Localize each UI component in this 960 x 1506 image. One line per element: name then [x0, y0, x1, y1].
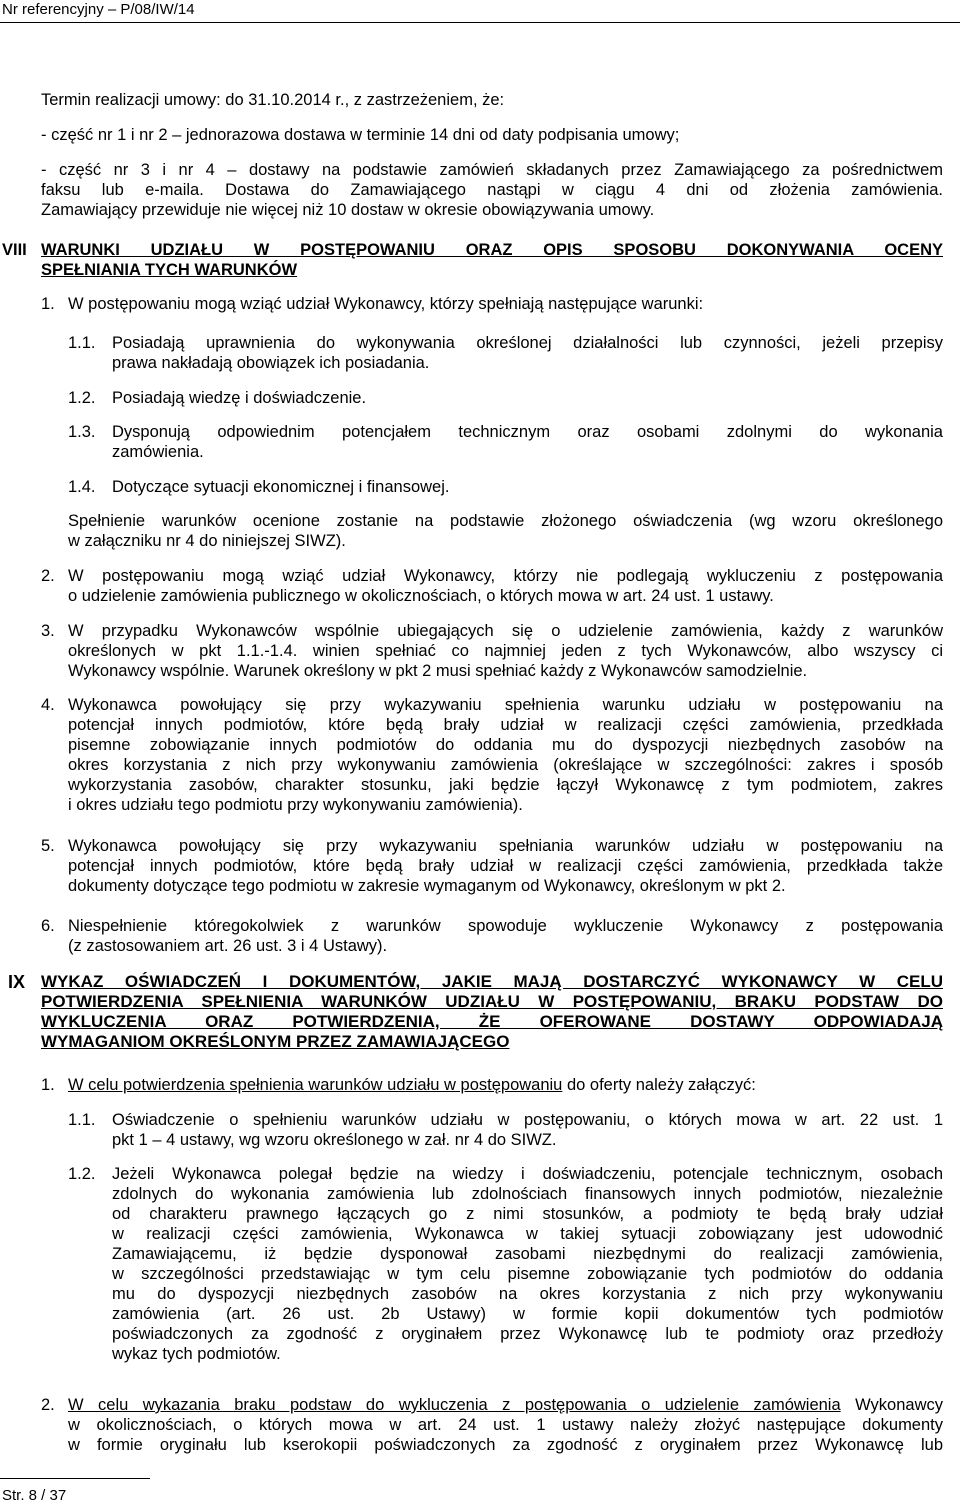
page-number: Str. 8 / 37 [2, 1487, 67, 1504]
text-line: Oświadczenie o spełnieniu warunków udziału w postępowaniu, o których mowa w art. 22 ust. 1 [112, 1111, 943, 1129]
text-line: faksu lub e-maila. Dostawa do Zamawiającego nastąpi w ciągu 4 dni od złożenia zamówienia. [41, 181, 943, 199]
text-line: W postępowaniu mogą wziąć udział Wykonawcy, którzy nie podlegają wykluczeniu z postępowania [68, 567, 943, 585]
note-paragraph [68, 511, 943, 551]
item-number: 5. [41, 837, 55, 855]
section-title [41, 972, 943, 1052]
list-subitem [112, 422, 943, 462]
text-line: zamówienia (art. 26 ust. 2b Ustawy) w formie kopii dokumentów tych podmiotów [112, 1305, 943, 1323]
list-subitem [112, 388, 943, 408]
text-line: w załączniku nr 4 do niniejszej SIWZ). [68, 532, 346, 550]
list-subitem [112, 333, 943, 373]
text-span: do oferty należy załączyć: [562, 1076, 756, 1094]
text-line [68, 1395, 943, 1415]
text-line: - część nr 3 i nr 4 – dostawy na podstawie zamówień składanych przez Zamawiającego za pośrednictwem [41, 161, 943, 179]
subitem-number: 1.3. [68, 423, 96, 441]
title-line: WYKAZ OŚWIADCZEŃ I DOKUMENTÓW, JAKIE MAJĄ DOSTARCZYĆ WYKONAWCY W CELU [41, 972, 943, 991]
list-subitem [112, 1110, 943, 1150]
subitem-number: 1.1. [68, 1111, 96, 1129]
text-span: Wykonawcy [840, 1396, 943, 1414]
header-rule [0, 22, 960, 23]
text-line: w okolicznościach, o których mowa w art. 24 ust. 1 ustawy należy złożyć następujące dokumenty [68, 1416, 943, 1434]
intro-block [41, 160, 943, 220]
item-number: 3. [41, 622, 55, 640]
text-line: dokumenty dotyczące tego podmiotu w zakresie wymaganym od Wykonawcy, określonym w pkt 2. [68, 877, 786, 895]
text-line: Posiadają wiedzę i doświadczenie. [112, 389, 367, 407]
text-line: wykaz tych podmiotów. [112, 1345, 281, 1363]
text-line: Zamawiający przewiduje nie więcej niż 10 dostaw w okresie obowiązywania umowy. [41, 201, 655, 219]
list-subitem [112, 1164, 943, 1364]
title-line: WYMAGANIOM OKREŚLONYM PRZEZ ZAMAWIAJĄCEGO [41, 1032, 510, 1051]
text-line: poświadczonych za zgodność z oryginałem przez Wykonawcę lub te podmioty oraz przedłoży [112, 1325, 943, 1343]
text-line: wykorzystania zasobów, charakter stosunku, jaki będzie łączył Wykonawcę z tym podmiotem, zakres [68, 776, 943, 794]
subitem-number: 1.2. [68, 1165, 96, 1183]
text-line: Niespełnienie któregokolwiek z warunków spowoduje wykluczenie Wykonawcy z postępowania [68, 917, 943, 935]
item-number: 4. [41, 696, 55, 714]
section-number: VIII [2, 241, 27, 259]
text-line: W przypadku Wykonawców wspólnie ubiegających się o udzielenie zamówienia, każdy z warunków [68, 622, 943, 640]
underlined-text: W celu potwierdzenia spełnienia warunków udziału w postępowaniu [68, 1076, 563, 1094]
subitem-number: 1.4. [68, 478, 96, 496]
item-number: 2. [41, 1396, 55, 1414]
item-number: 2. [41, 567, 55, 585]
text-line: - część nr 1 i nr 2 – jednorazowa dostawa w terminie 14 dni od daty podpisania umowy; [41, 126, 680, 144]
text-line: Wykonawca powołujący się przy wykazywaniu spełniania warunków udziału w postępowaniu na [68, 837, 943, 855]
section-number: IX [8, 972, 26, 992]
title-line: SPEŁNIANIA TYCH WARUNKÓW [41, 261, 298, 279]
item-number: 6. [41, 917, 55, 935]
item-number: 1. [41, 295, 55, 313]
list-item [68, 836, 943, 896]
text-line: w szczególności przedstawiając w tym celu pisemne zobowiązanie tych podmiotów do oddania [112, 1265, 943, 1283]
text-line: Posiadają uprawnienia do wykonywania określonej działalności lub czynności, jeżeli przepisy [112, 334, 943, 352]
list-subitem [112, 477, 943, 497]
text-line: Jeżeli Wykonawca polegał będzie na wiedzy i doświadczeniu, potencjale technicznym, osobach [112, 1165, 943, 1183]
text-line: prawa nakładają obowiązek ich posiadania. [112, 354, 430, 372]
text-line: pkt 1 – 4 ustawy, wg wzoru określonego w zał. nr 4 do SIWZ. [112, 1131, 557, 1149]
text-line: od charakteru prawnego łączących go z nimi stosunków, a podmioty te będą brały udział [112, 1205, 943, 1223]
text-line: Wykonawca powołujący się przy wykazywaniu spełnienia warunku udziału w postępowaniu na [68, 696, 943, 714]
text-line: mu do dyspozycji niezbędnych zasobów na okres korzystania z nich przy wykonywaniu [112, 1285, 943, 1303]
text-line: zamówienia. [112, 443, 204, 461]
section-title [41, 240, 943, 280]
item-number: 1. [41, 1076, 55, 1094]
footer-rule [0, 1478, 150, 1479]
text-line: w formie oryginału lub kserokopii poświadczonych za zgodność z oryginałem przez Wykonawcę lub [68, 1436, 943, 1454]
intro-line-2 [41, 125, 943, 145]
list-item [68, 916, 943, 956]
text-line: w realizacji części zamówienia, Wykonawca w takiej sytuacji zobowiązany jest udowodnić [112, 1225, 943, 1243]
text-line: o udzielenie zamówienia publicznego w okolicznościach, o których mowa w art. 24 ust. 1 ustawy. [68, 587, 774, 605]
list-item [68, 695, 943, 815]
text-line: Wykonawcy wspólnie. Warunek określony w pkt 2 musi spełniać każdy z Wykonawców samodzielnie. [68, 662, 808, 680]
title-line: WARUNKI UDZIAŁU W POSTĘPOWANIU ORAZ OPIS SPOSOBU DOKONYWANIA OCENY [41, 241, 943, 259]
text-line: określonych w pkt 1.1.-1.4. winien spełniać co najmniej jeden z tych Wykonawców, albo wszyscy ci [68, 642, 943, 660]
intro-paragraph [41, 90, 943, 110]
list-item [68, 566, 943, 606]
text-line: (z zastosowaniem art. 26 ust. 3 i 4 Ustawy). [68, 937, 388, 955]
text-line [68, 1075, 943, 1095]
text-line: Dotyczące sytuacji ekonomicznej i finansowej. [112, 478, 450, 496]
text-line: pisemne zobowiązanie innych podmiotów do oddania mu do dyspozycji niezbędnych zasobów na [68, 736, 943, 754]
text-line: potencjał innych podmiotów, które będą brały udział w realizacji części zamówienia, przedkłada także [68, 857, 943, 875]
text-line: i okres udziału tego podmiotu przy wykonywaniu zamówienia). [68, 796, 523, 814]
text-line: okres korzystania z nich przy wykonywaniu zamówienia (określające w szczególności: zakres i sposób [68, 756, 943, 774]
text-line: W postępowaniu mogą wziąć udział Wykonawcy, którzy spełniają następujące warunki: [68, 295, 704, 313]
text-line: Dysponują odpowiednim potencjałem technicznym oraz osobami zdolnymi do wykonania [112, 423, 943, 441]
page-header: Nr referencyjny – P/08/IW/14 [2, 1, 195, 18]
title-line: WYKLUCZENIA ORAZ POTWIERDZENIA, ŻE OFEROWANE DOSTAWY ODPOWIADAJĄ [41, 1012, 943, 1031]
list-item [68, 621, 943, 681]
list-item [68, 1075, 943, 1095]
text-line: Zamawiającemu, iż będzie dysponował zasobami niezbędnymi do realizacji zamówienia, [112, 1245, 943, 1263]
title-line: POTWIERDZENIA SPEŁNIENIA WARUNKÓW UDZIAŁU W POSTĘPOWANIU, BRAKU PODSTAW DO [41, 992, 943, 1011]
text-line: Spełnienie warunków ocenione zostanie na podstawie złożonego oświadczenia (wg wzoru określonego [68, 512, 943, 530]
list-item [68, 294, 943, 314]
underlined-text: W celu wykazania braku podstaw do wykluczenia z postępowania o udzielenie zamówienia [68, 1396, 841, 1414]
text-line: potencjał innych podmiotów, które będą brały udział w realizacji części zamówienia, przedkłada [68, 716, 943, 734]
text-line: Termin realizacji umowy: do 31.10.2014 r., z zastrzeżeniem, że: [41, 91, 505, 109]
subitem-number: 1.1. [68, 334, 96, 352]
list-item [68, 1395, 943, 1455]
subitem-number: 1.2. [68, 389, 96, 407]
text-line: zdolnych do wykonania zamówienia lub zdolnościach finansowych innych podmiotów, niezależnie [112, 1185, 943, 1203]
